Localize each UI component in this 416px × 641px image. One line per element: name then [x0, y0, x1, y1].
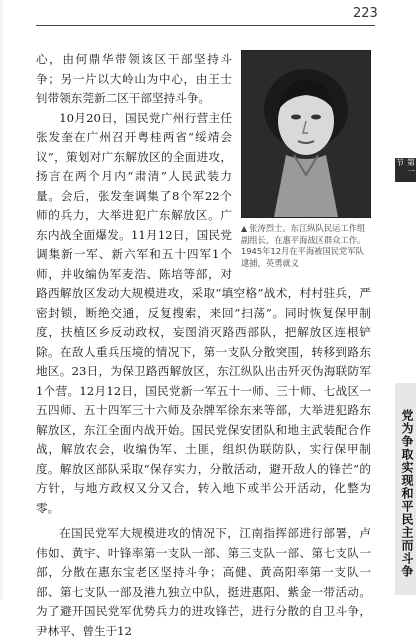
section-tab: 第一节 — [395, 158, 416, 182]
caption-triangle-icon: ▲ — [241, 224, 248, 233]
paragraph-3: 在国民党军大规模进攻的情况下，江南指挥部进行部署，卢伟如、黄宇、叶锋率第一支队一部、第三支队一部、第七支队一部，分散在惠东宝老区坚持斗争；高健、黄高阳率第一支队一部、第七支队一部及港九独立中队，挺进惠阳、紫金一带活动。为了避开国民党军优势兵力的进攻锋芒，进行分散的自卫斗争，尹林平、曾生于12 — [36, 526, 371, 638]
header-rule — [36, 25, 375, 26]
page-edge-shadow — [0, 0, 3, 600]
photo-caption-text: 张涛烈士。东江纵队民运工作组副组长，在惠平海战区群众工作。1945年12月在平海被国民党军队逮捕，英勇就义 — [241, 223, 366, 268]
paragraph-1: 心，由何鼎华带领该区干部坚持斗争；另一片以大岭山为中心，由王士钊带领东莞新二区干部坚持斗争。 — [36, 52, 232, 105]
paragraph-2: 10月20日，国民党广州行营主任张发奎在广州召开粤桂两省“绥靖会议”，策划对广东解放区的全面进攻，扬言在两个月内“肃清”人民武装力量。会后，张发奎调集了8个军22个师的兵力，大举进犯广东解放区。广东内战全面爆发。11月12日，国民党调集新一军、新六军和五十四军1个师，并收编伪军麦浩、陈培等部，对路西解放区发动大规模进攻，采取“填空格”战术，村村驻兵，严密封锁，断绝交通，反复搜索，来回“扫荡”。同时恢复保甲制度，扶植区乡反动政权，妄图消灭路西部队，把解放区连根铲除。在敌人重兵压境的情况下，第一支队分散突围，转移到路东地区。23日，为保卫路西解放区，东江纵队出击歼灭伪海联防军1个营。12月12日，国民党新一军五十一师、三十师、七战区一五四师、五十四军三十六师及杂牌军徐东来等部，大举进犯路东解放区，东江全面内战开始。国民党保安团队和地主武装配合作战，解放农会，收编伪军、土匪，组织伪联防队，实行保甲制度。解放区部队采取“保存实力，分散活动，避开敌人的锋芒”的方针，与地方政权又分又合，转入地下或半公开活动，化整为零。 — [36, 110, 371, 515]
chapter-tab: 党为争取实现和平民主而斗争 — [395, 383, 416, 595]
photo-caption — [241, 223, 371, 269]
photo-block — [241, 50, 371, 269]
main-text — [36, 50, 371, 641]
portrait-photo — [241, 50, 371, 218]
portrait-illustration — [242, 51, 370, 217]
page-number: 223 — [353, 6, 378, 21]
